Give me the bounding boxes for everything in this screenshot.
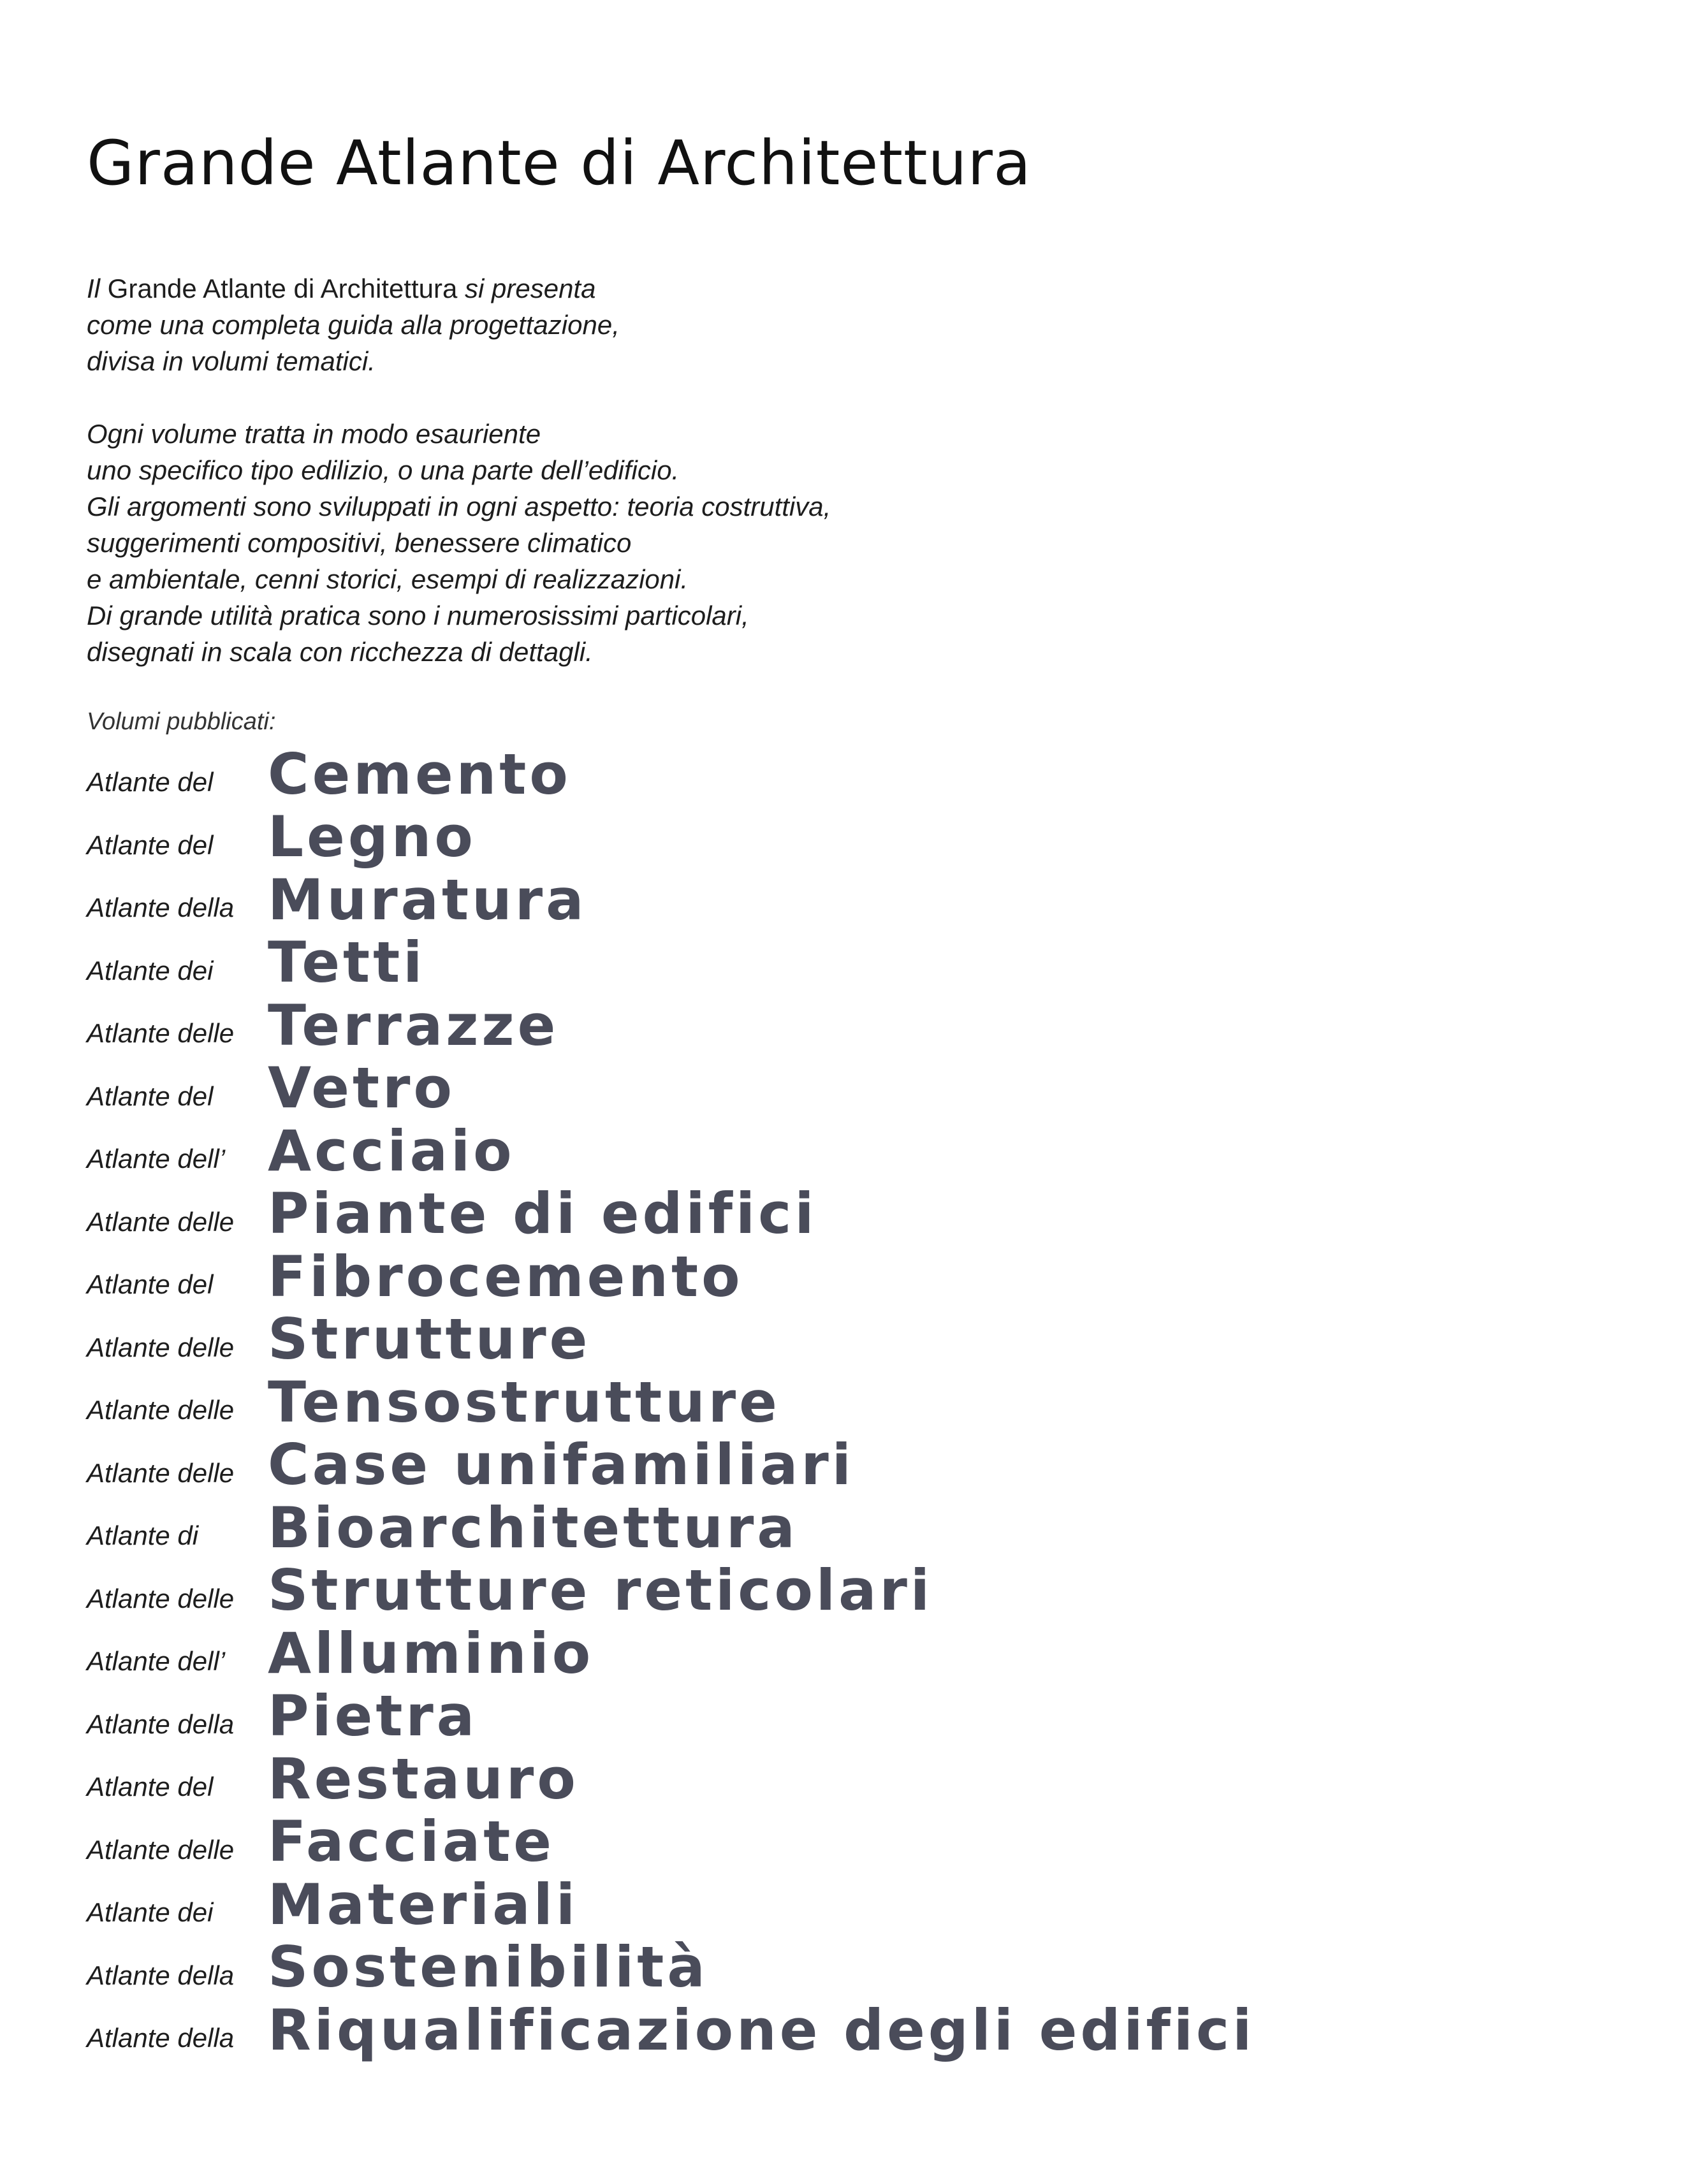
volume-title: Vetro	[268, 1055, 455, 1121]
volume-prefix: Atlante di	[87, 1520, 199, 1551]
volume-prefix: Atlante dei	[87, 1897, 214, 1928]
volume-item	[87, 1622, 1255, 1685]
intro-paragraph-2	[87, 416, 1171, 670]
intro-line: suggerimenti compositivi, benessere climatico	[87, 528, 632, 558]
volume-prefix: Atlante delle	[87, 1206, 235, 1237]
volume-item	[87, 806, 1255, 869]
volume-prefix: Atlante delle	[87, 1018, 235, 1049]
volume-prefix: Atlante della	[87, 893, 235, 923]
volume-item	[87, 1119, 1255, 1183]
volume-item	[87, 1747, 1255, 1811]
volume-item	[87, 1811, 1255, 1874]
volume-title: Restauro	[268, 1746, 579, 1812]
volume-item	[87, 743, 1255, 806]
volume-item	[87, 1496, 1255, 1559]
volume-prefix: Atlante della	[87, 1709, 235, 1739]
volume-item	[87, 1936, 1255, 1999]
intro-line: Di grande utilità pratica sono i numerosissimi particolari,	[87, 601, 749, 631]
volume-title: Bioarchitettura	[268, 1494, 798, 1561]
intro-line: divisa in volumi tematici.	[87, 346, 376, 376]
intro-lead: Il	[87, 273, 100, 303]
intro-line: disegnati in scala con ricchezza di dettagli.	[87, 637, 593, 667]
page-title: Grande Atlante di Architettura	[87, 128, 1032, 199]
volume-item	[87, 1873, 1255, 1936]
volume-prefix: Atlante delle	[87, 1395, 235, 1425]
volume-title: Strutture	[268, 1306, 591, 1373]
volume-item	[87, 994, 1255, 1057]
volume-title: Terrazze	[268, 992, 559, 1058]
intro-line: Gli argomenti sono sviluppati in ogni aspetto: teoria costruttiva,	[87, 492, 831, 521]
volume-title: Acciaio	[268, 1118, 515, 1184]
volume-title: Legno	[268, 804, 476, 870]
volume-title: Tetti	[268, 929, 426, 996]
volume-title: Case unifamiliari	[268, 1432, 854, 1498]
volume-title: Fibrocemento	[268, 1243, 743, 1309]
volume-prefix: Atlante dei	[87, 955, 214, 986]
book-name: Grande Atlante di Architettura	[107, 273, 458, 303]
volume-prefix: Atlante delle	[87, 1332, 235, 1362]
volume-item	[87, 1308, 1255, 1371]
volume-title: Facciate	[268, 1809, 555, 1875]
volume-title: Alluminio	[268, 1620, 594, 1686]
volume-item	[87, 1057, 1255, 1120]
published-volumes-label: Volumi pubblicati:	[87, 708, 276, 735]
intro-line	[87, 270, 1171, 307]
volume-item	[87, 1434, 1255, 1497]
volume-item	[87, 1245, 1255, 1308]
volume-prefix: Atlante dell’	[87, 1646, 226, 1677]
volume-item	[87, 1183, 1255, 1246]
volume-prefix: Atlante del	[87, 1772, 214, 1802]
intro-line: uno specifico tipo edilizio, o una parte dell’edificio.	[87, 455, 680, 485]
volume-item	[87, 868, 1255, 931]
intro-line: come una completa guida alla progettazione,	[87, 310, 620, 340]
volume-title: Muratura	[268, 866, 587, 933]
volume-title: Riqualificazione degli edifici	[268, 1997, 1255, 2063]
volume-prefix: Atlante dell’	[87, 1144, 226, 1174]
volume-prefix: Atlante delle	[87, 1834, 235, 1865]
volume-prefix: Atlante del	[87, 829, 214, 860]
volume-title: Pietra	[268, 1683, 478, 1749]
intro-paragraph-1	[87, 270, 1171, 379]
volume-prefix: Atlante del	[87, 767, 214, 798]
volume-prefix: Atlante del	[87, 1269, 214, 1300]
volume-prefix: Atlante delle	[87, 1583, 235, 1614]
volume-title: Piante di edifici	[268, 1181, 817, 1247]
volume-item	[87, 931, 1255, 995]
volume-title: Cemento	[268, 741, 571, 807]
intro-line-1-rest: si presenta	[465, 273, 596, 303]
intro-text	[87, 270, 1171, 670]
volume-list	[87, 743, 1255, 2062]
volume-prefix: Atlante della	[87, 1960, 235, 1990]
volume-item	[87, 1371, 1255, 1434]
volume-title: Tensostrutture	[268, 1369, 780, 1435]
volume-item	[87, 1999, 1255, 2062]
volume-prefix: Atlante della	[87, 2023, 235, 2053]
volume-prefix: Atlante del	[87, 1081, 214, 1111]
volume-title: Materiali	[268, 1871, 578, 1937]
intro-line: Ogni volume tratta in modo esauriente	[87, 419, 541, 449]
volume-title: Sostenibilità	[268, 1934, 708, 2001]
volume-title: Strutture reticolari	[268, 1557, 933, 1624]
intro-line: e ambientale, cenni storici, esempi di realizzazioni.	[87, 564, 689, 594]
volume-prefix: Atlante delle	[87, 1457, 235, 1488]
volume-item	[87, 1685, 1255, 1748]
volume-item	[87, 1559, 1255, 1622]
